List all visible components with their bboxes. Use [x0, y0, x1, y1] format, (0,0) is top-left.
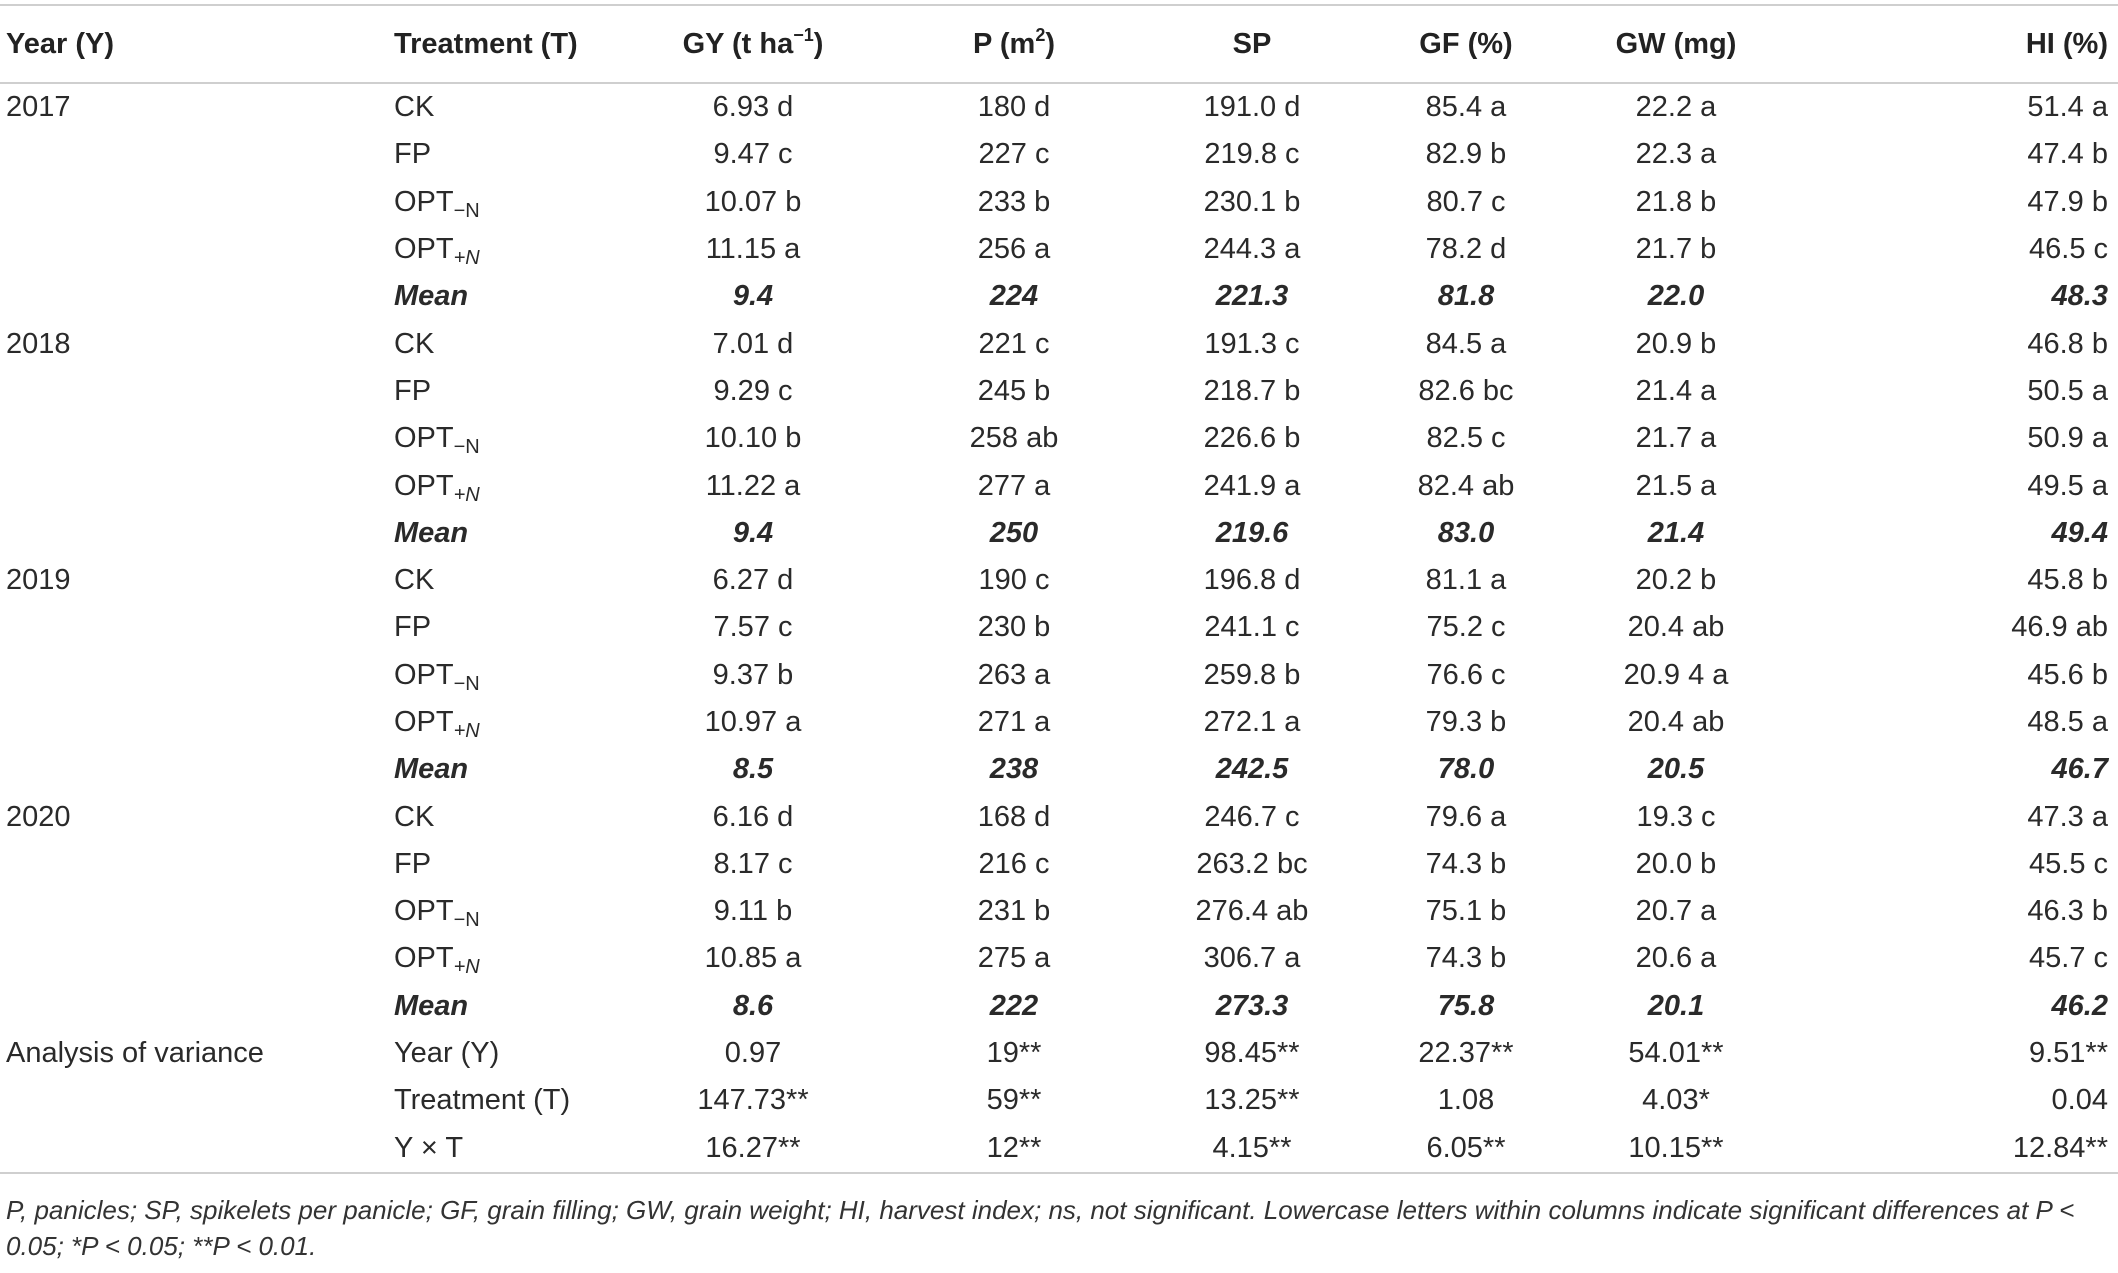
value-gw: 54.01**	[1628, 1037, 1724, 1070]
value-gw: 19.3 c	[1636, 800, 1716, 833]
value-hi: 49.5 a	[2027, 469, 2108, 502]
value-gy: 9.37 b	[712, 658, 794, 691]
table-row	[0, 557, 2118, 604]
treatment-cell: $OPT_{+N}$	[394, 942, 480, 979]
table-row	[0, 983, 2118, 1030]
value-p: 256 a	[977, 233, 1051, 266]
treatment-cell: FP	[394, 138, 432, 171]
value-gf: 75.2 c	[1426, 611, 1506, 644]
value-p: 277 a	[977, 469, 1051, 502]
value-gf: 74.3 b	[1425, 942, 1507, 975]
treatment-cell: $OPT_{-N}$	[394, 658, 480, 695]
value-sp: 244.3 a	[1203, 233, 1301, 266]
value-gf: 82.5 c	[1426, 422, 1506, 455]
value-hi: 47.3 a	[2027, 800, 2108, 833]
value-hi: 50.9 a	[2027, 422, 2108, 455]
table-row	[0, 699, 2118, 746]
value-gw: 21.4 a	[1635, 374, 1717, 407]
table-row	[0, 746, 2118, 793]
value-gy: 8.6	[732, 989, 774, 1022]
treatment-cell: CK	[394, 564, 435, 597]
table-row	[0, 510, 2118, 557]
value-gw: 20.6 a	[1635, 942, 1717, 975]
table-row	[0, 1077, 2118, 1124]
value-sp: 273.3	[1215, 989, 1289, 1022]
value-gw: 4.03*	[1642, 1084, 1710, 1117]
row-group-label	[0, 1077, 388, 1124]
table-row	[0, 604, 2118, 651]
value-sp: 218.7 b	[1203, 374, 1301, 407]
value-hi: 46.8 b	[2027, 327, 2108, 360]
value-gw: 20.4 ab	[1627, 611, 1725, 644]
value-gy: 6.93 d	[712, 91, 794, 124]
value-sp: 276.4 ab	[1195, 895, 1309, 928]
value-gf: 22.37**	[1418, 1037, 1514, 1070]
value-p: 221 c	[978, 327, 1050, 360]
data-table	[0, 4, 2118, 1174]
value-gf: 80.7 c	[1426, 185, 1506, 218]
row-group-label	[0, 415, 388, 462]
value-gf: 81.8	[1437, 280, 1495, 313]
treatment-cell: $OPT_{+N}$	[394, 233, 480, 270]
value-hi: 47.4 b	[2027, 138, 2108, 171]
row-group-label	[0, 746, 388, 793]
treatment-cell: Y × T	[388, 1125, 616, 1173]
value-hi: 49.4	[2051, 516, 2108, 549]
row-group-label	[0, 226, 388, 273]
value-hi: 51.4 a	[2027, 91, 2108, 124]
row-group-label	[0, 841, 388, 888]
treatment-cell: $OPT_{-N}$	[394, 895, 480, 932]
value-gw: 20.9 b	[1635, 327, 1717, 360]
value-hi: 0.04	[2051, 1084, 2108, 1117]
row-group-label	[0, 510, 388, 557]
value-hi: 45.5 c	[2029, 847, 2108, 880]
value-gy: 147.73**	[697, 1084, 809, 1117]
treatment-cell: FP	[394, 374, 432, 407]
value-sp: 246.7 c	[1204, 800, 1300, 833]
value-p: 168 d	[977, 800, 1051, 833]
header-gy: GY (t $ha^{-1}$)	[616, 5, 890, 83]
header-sp: SP	[1138, 5, 1366, 83]
row-group-label	[0, 179, 388, 226]
header-hi: HI (%)	[1786, 5, 2118, 83]
table-row	[0, 368, 2118, 415]
value-gw: 21.4	[1647, 516, 1705, 549]
treatment-cell: Mean	[394, 280, 469, 313]
value-sp: 241.1 c	[1204, 611, 1300, 644]
value-gy: 6.27 d	[712, 564, 794, 597]
value-gw: 21.7 a	[1635, 422, 1717, 455]
row-group-label	[0, 652, 388, 699]
value-p: 224	[989, 280, 1039, 313]
value-gf: 78.2 d	[1425, 233, 1507, 266]
value-sp: 196.8 d	[1203, 564, 1301, 597]
value-p: 238	[989, 753, 1039, 786]
treatment-cell: Mean	[394, 516, 469, 549]
value-gf: 76.6 c	[1426, 658, 1506, 691]
value-gy: 9.29 c	[713, 374, 793, 407]
value-gw: 20.4 ab	[1627, 706, 1725, 738]
value-p: 19**	[986, 1037, 1042, 1070]
table-row	[0, 226, 2118, 273]
value-hi: 46.2	[2051, 989, 2108, 1022]
header-year: Year (Y)	[0, 5, 388, 83]
header-gf: GF (%)	[1366, 5, 1566, 83]
treatment-cell: Treatment (T)	[394, 1084, 571, 1117]
value-gy: 0.97	[724, 1037, 782, 1070]
table-row	[0, 888, 2118, 935]
value-sp: 226.6 b	[1203, 422, 1301, 455]
treatment-cell: CK	[394, 91, 435, 124]
value-gf: 82.4 ab	[1417, 469, 1515, 502]
treatment-cell: $OPT_{+N}$	[394, 706, 480, 742]
table-row	[0, 320, 2118, 367]
value-gf: 85.4 a	[1425, 91, 1507, 124]
value-sp: 98.45**	[1204, 1037, 1300, 1070]
value-sp: 191.3 c	[1204, 327, 1300, 360]
value-gw: 20.1	[1647, 989, 1705, 1022]
row-group-label	[0, 699, 388, 746]
value-gf: 83.0	[1437, 516, 1495, 549]
table-row	[0, 652, 2118, 699]
value-p: 233 b	[977, 185, 1051, 218]
value-gf: 79.3 b	[1425, 706, 1507, 738]
row-group-label	[0, 131, 388, 178]
treatment-cell: CK	[394, 327, 435, 360]
value-gy: 9.11 b	[713, 895, 793, 928]
header-gw: GW (mg)	[1566, 5, 1786, 83]
value-sp: 221.3	[1215, 280, 1289, 313]
value-p: 216 c	[978, 847, 1050, 880]
value-gw: 20.5	[1647, 753, 1705, 786]
value-p: 263 a	[977, 658, 1051, 691]
value-p: 230 b	[977, 611, 1051, 644]
value-gw: 22.2 a	[1635, 91, 1717, 124]
value-gw: 22.0	[1647, 280, 1705, 313]
value-gy: 7.01 d	[712, 327, 794, 360]
value-gw: 21.7 b	[1635, 233, 1717, 266]
value-p: 59**	[986, 1084, 1042, 1117]
value-sp: 241.9 a	[1203, 469, 1301, 502]
table-footnote: P, panicles; SP, spikelets per panicle; GF, grain filling; GW, grain weight; HI, harvest index; ns, not significant. Lowercase letters within columns indicate significant differences at P < 0.05; *P < 0.05; **P < 0.01.	[6, 1195, 2075, 1261]
value-sp: 230.1 b	[1203, 185, 1301, 218]
treatment-cell: Mean	[394, 753, 469, 786]
header-treatment: Treatment (T)	[388, 5, 616, 83]
value-hi: 46.3 b	[2027, 895, 2108, 928]
value-gf: 1.08	[1437, 1084, 1495, 1117]
value-gf: 84.5 a	[1425, 327, 1507, 360]
table-row	[0, 1125, 2118, 1173]
value-hi: 45.6 b	[2027, 658, 2108, 691]
value-gy: 11.15 a	[705, 233, 801, 266]
table-row	[0, 462, 2118, 509]
value-hi: 46.5 c	[2029, 233, 2108, 266]
row-group-label: 2020	[6, 800, 71, 833]
value-p: 258 ab	[969, 422, 1059, 455]
table-row	[0, 793, 2118, 840]
value-gw: 10.15**	[1566, 1125, 1786, 1173]
value-p: 245 b	[977, 374, 1051, 407]
value-p: 275 a	[977, 942, 1051, 975]
value-gw: 20.7 a	[1635, 895, 1717, 928]
row-group-label	[0, 604, 388, 651]
value-hi: 48.3	[2051, 280, 2108, 313]
value-sp: 242.5	[1215, 753, 1289, 786]
row-group-label	[0, 368, 388, 415]
value-sp: 259.8 b	[1203, 658, 1301, 691]
treatment-cell: Year (Y)	[394, 1037, 500, 1070]
value-gy: 9.47 c	[713, 138, 793, 171]
value-hi: 12.84**	[1786, 1125, 2118, 1173]
value-gw: 21.5 a	[1635, 469, 1717, 502]
value-gf: 75.8	[1437, 989, 1495, 1022]
value-sp: 4.15**	[1138, 1125, 1366, 1173]
value-gw: 22.3 a	[1635, 138, 1717, 171]
treatment-cell: $OPT_{+N}$	[394, 469, 480, 506]
value-hi: 48.5 a	[2027, 706, 2108, 738]
value-hi: 46.9 ab	[2011, 611, 2108, 644]
value-gw: 20.9 4 a	[1623, 658, 1729, 691]
value-gw: 20.0 b	[1635, 847, 1717, 880]
row-group-label	[0, 1125, 388, 1173]
row-group-label	[0, 935, 388, 982]
row-group-label: 2017	[6, 91, 71, 124]
value-sp: 263.2 bc	[1196, 847, 1308, 880]
value-sp: 306.7 a	[1203, 942, 1301, 975]
value-gf: 81.1 a	[1425, 564, 1507, 597]
value-sp: 219.6	[1215, 516, 1289, 549]
value-gf: 82.6 bc	[1418, 374, 1514, 407]
value-hi: 45.8 b	[2027, 564, 2108, 597]
value-sp: 272.1 a	[1203, 706, 1301, 738]
value-hi: 45.7 c	[2029, 942, 2108, 975]
row-group-label	[0, 888, 388, 935]
value-gf: 82.9 b	[1425, 138, 1507, 171]
table-row	[0, 83, 2118, 131]
value-gw: 21.8 b	[1635, 185, 1717, 218]
table-row	[0, 1030, 2118, 1077]
value-gy: 11.22 a	[705, 469, 801, 502]
value-sp: 13.25**	[1204, 1084, 1300, 1117]
treatment-cell: FP	[394, 611, 432, 644]
row-group-label	[0, 462, 388, 509]
value-gy: 10.97 a	[704, 706, 802, 738]
value-p: 12**	[890, 1125, 1138, 1173]
value-gy: 8.5	[732, 753, 774, 786]
table-row	[0, 415, 2118, 462]
row-group-label	[0, 273, 388, 320]
row-group-label: 2018	[6, 327, 71, 360]
header-row	[0, 5, 2118, 83]
value-gf: 75.1 b	[1425, 895, 1507, 928]
table-row	[0, 179, 2118, 226]
value-hi: 9.51**	[2028, 1037, 2108, 1070]
value-gy: 6.16 d	[712, 800, 794, 833]
value-gf: 79.6 a	[1425, 800, 1507, 833]
value-p: 271 a	[977, 706, 1051, 738]
value-p: 231 b	[977, 895, 1051, 928]
value-gy: 10.85 a	[704, 942, 802, 975]
value-gw: 20.2 b	[1635, 564, 1717, 597]
table-row	[0, 841, 2118, 888]
value-sp: 191.0 d	[1203, 91, 1301, 124]
table-row	[0, 273, 2118, 320]
value-sp: 219.8 c	[1204, 138, 1300, 171]
header-p: P $(m^2)$	[890, 5, 1138, 83]
value-p: 222	[989, 989, 1039, 1022]
value-gy: 7.57 c	[713, 611, 793, 644]
treatment-cell: $OPT_{-N}$	[394, 422, 480, 459]
treatment-cell: $OPT_{-N}$	[394, 185, 480, 222]
value-gy: 10.10 b	[704, 422, 802, 455]
value-p: 190 c	[978, 564, 1050, 597]
value-p: 227 c	[978, 138, 1050, 171]
value-gf: 74.3 b	[1425, 847, 1507, 880]
row-group-label: Analysis of variance	[6, 1037, 264, 1070]
value-hi: 46.7	[2051, 753, 2108, 786]
value-hi: 47.9 b	[2027, 185, 2108, 218]
row-group-label	[0, 983, 388, 1030]
row-group-label: 2019	[6, 564, 71, 597]
treatment-cell: CK	[394, 800, 435, 833]
table-row	[0, 131, 2118, 178]
value-gf: 6.05**	[1366, 1125, 1566, 1173]
table-row	[0, 935, 2118, 982]
value-gf: 78.0	[1437, 753, 1495, 786]
value-gy: 16.27**	[616, 1125, 890, 1173]
value-gy: 8.17 c	[713, 847, 793, 880]
value-gy: 9.4	[732, 280, 774, 313]
value-hi: 50.5 a	[2027, 374, 2108, 407]
value-p: 250	[989, 516, 1039, 549]
value-gy: 10.07 b	[704, 185, 802, 218]
value-gy: 9.4	[732, 516, 774, 549]
treatment-cell: FP	[394, 847, 432, 880]
value-p: 180 d	[977, 91, 1051, 124]
treatment-cell: Mean	[394, 989, 469, 1022]
